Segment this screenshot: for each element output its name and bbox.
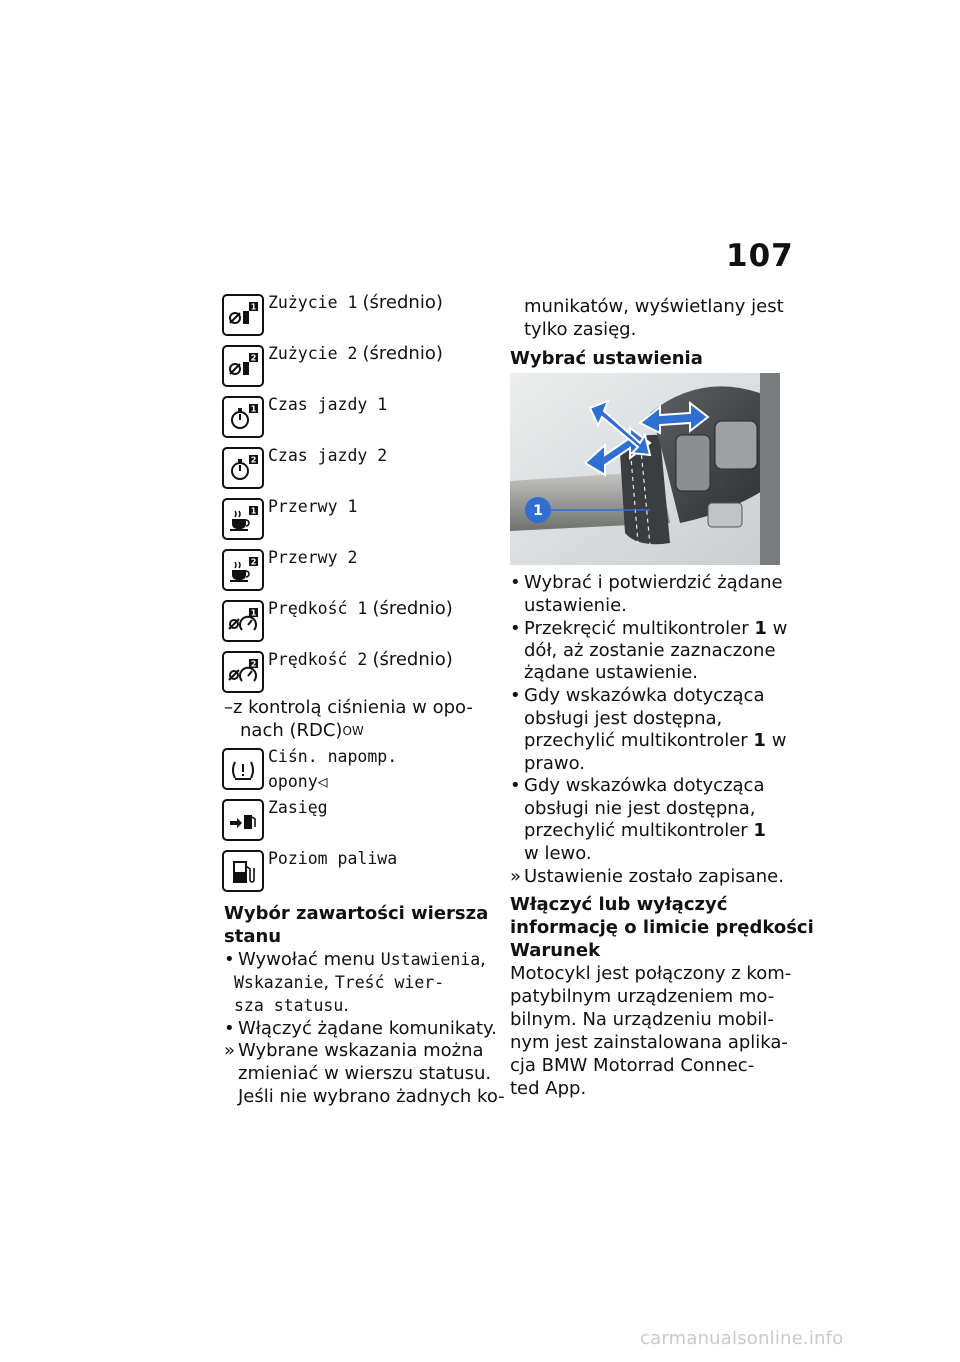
icon-list-label: Zużycie 2 (średnio) [268, 343, 443, 364]
step-1: • Wywołać menu Ustawienia, [224, 949, 486, 970]
rdc-text: nach (RDC) [240, 720, 343, 741]
stopwatch-1-icon [222, 396, 264, 438]
bullet-3: • Gdy wskazówka dotycząca [510, 685, 765, 706]
step-1-cont-2: sza statusu. [234, 995, 350, 1016]
rdc-line-2 [240, 720, 364, 743]
icon-list-label: Przerwy 2 [268, 548, 358, 567]
bullet-1-cont: ustawienie. [524, 595, 627, 616]
bullet-2-cont: dół, aż zostanie zaznaczone [524, 640, 776, 661]
bullet-2-cont-2: żądane ustawienie. [524, 662, 699, 683]
icon-list-label: Poziom paliwa [268, 849, 398, 868]
bullet-1: • Wybrać i potwierdzić żądane [510, 572, 783, 593]
cont-line-2: tylko zasięg. [524, 319, 637, 340]
heading-select-settings: Wybrać ustawienia [510, 348, 703, 369]
fuel-level-icon [222, 850, 264, 892]
fuel-consumption-2-icon [222, 345, 264, 387]
icon-list-label: Czas jazdy 2 [268, 446, 388, 465]
condition-p3: bilnym. Na urządzeniu mobil- [510, 1009, 774, 1030]
svg-text:1: 1 [250, 506, 257, 516]
icon-list-label: Ciśn. napomp. opony◁ [268, 747, 398, 791]
result-2: zmieniać w wierszu statusu. [238, 1063, 492, 1084]
icon-list-label: Czas jazdy 1 [268, 395, 388, 414]
bullet-4: • Gdy wskazówka dotycząca [510, 775, 765, 796]
svg-text:1: 1 [250, 404, 257, 414]
bullet-3-cont-2: przechylić multikontroler 1 w [524, 730, 787, 751]
step-1-cont: Wskazanie, Treść wier- [234, 972, 445, 993]
fuel-consumption-1-icon [222, 294, 264, 336]
heading-condition: Warunek [510, 940, 601, 961]
icon-list-label: Przerwy 1 [268, 497, 358, 516]
step-2: • Włączyć żądane komunikaty. [224, 1018, 497, 1039]
bullet-4-cont-3: w lewo. [524, 843, 592, 864]
bullet-4-cont: obsługi nie jest dostępna, [524, 798, 756, 819]
rdc-line-1: –z kontrolą ciśnienia w opo- [224, 697, 473, 718]
tire-pressure-icon [222, 748, 264, 790]
svg-text:2: 2 [250, 353, 257, 363]
condition-p1: Motocykl jest połączony z kom- [510, 963, 792, 984]
bullet-4-cont-2: przechylić multikontroler 1 [524, 820, 766, 841]
section-heading: Wybór zawartości wiersza [224, 903, 489, 924]
condition-p6: ted App. [510, 1078, 587, 1099]
icon-list-label: Prędkość 2 (średnio) [268, 649, 453, 670]
heading-speed-limit: Włączyć lub wyłączyć [510, 894, 728, 915]
page-number: 107 [726, 238, 794, 274]
speed-2-icon [222, 651, 264, 693]
range-icon [222, 799, 264, 841]
result-saved: » Ustawienie zostało zapisane. [510, 866, 784, 887]
svg-text:1: 1 [250, 302, 257, 312]
result-1: » Wybrane wskazania można [224, 1040, 484, 1061]
cont-line-1: munikatów, wyświetlany jest [524, 296, 784, 317]
watermark: carmanualsonline.info [640, 1328, 844, 1349]
result-3: Jeśli nie wybrano żadnych ko- [238, 1086, 505, 1107]
icon-list-label: Zużycie 1 (średnio) [268, 292, 443, 313]
svg-text:2: 2 [250, 557, 257, 567]
coffee-break-1-icon [222, 498, 264, 540]
condition-p2: patybilnym urządzeniem mo- [510, 986, 775, 1007]
stopwatch-2-icon [222, 447, 264, 489]
condition-p4: nym jest zainstalowana aplika- [510, 1032, 788, 1053]
heading-speed-limit-2: informację o limicie prędkości [510, 917, 814, 938]
coffee-break-2-icon [222, 549, 264, 591]
handlebar-illustration [510, 373, 780, 565]
photo-callout-1: 1 [533, 503, 543, 519]
speed-1-icon [222, 600, 264, 642]
svg-text:1: 1 [250, 608, 257, 618]
icon-list-label: Zasięg [268, 798, 328, 817]
bullet-2: • Przekręcić multikontroler 1 w [510, 618, 788, 639]
multicontroller-photo [510, 373, 780, 565]
section-heading-2: stanu [224, 926, 282, 947]
svg-text:2: 2 [250, 659, 257, 669]
bullet-3-cont-3: prawo. [524, 753, 585, 774]
condition-p5: cja BMW Motorrad Connec- [510, 1055, 755, 1076]
svg-text:2: 2 [250, 455, 257, 465]
optional-equipment-mark: OW [342, 724, 364, 738]
icon-list-label: Prędkość 1 (średnio) [268, 598, 453, 619]
bullet-3-cont: obsługi jest dostępna, [524, 708, 723, 729]
